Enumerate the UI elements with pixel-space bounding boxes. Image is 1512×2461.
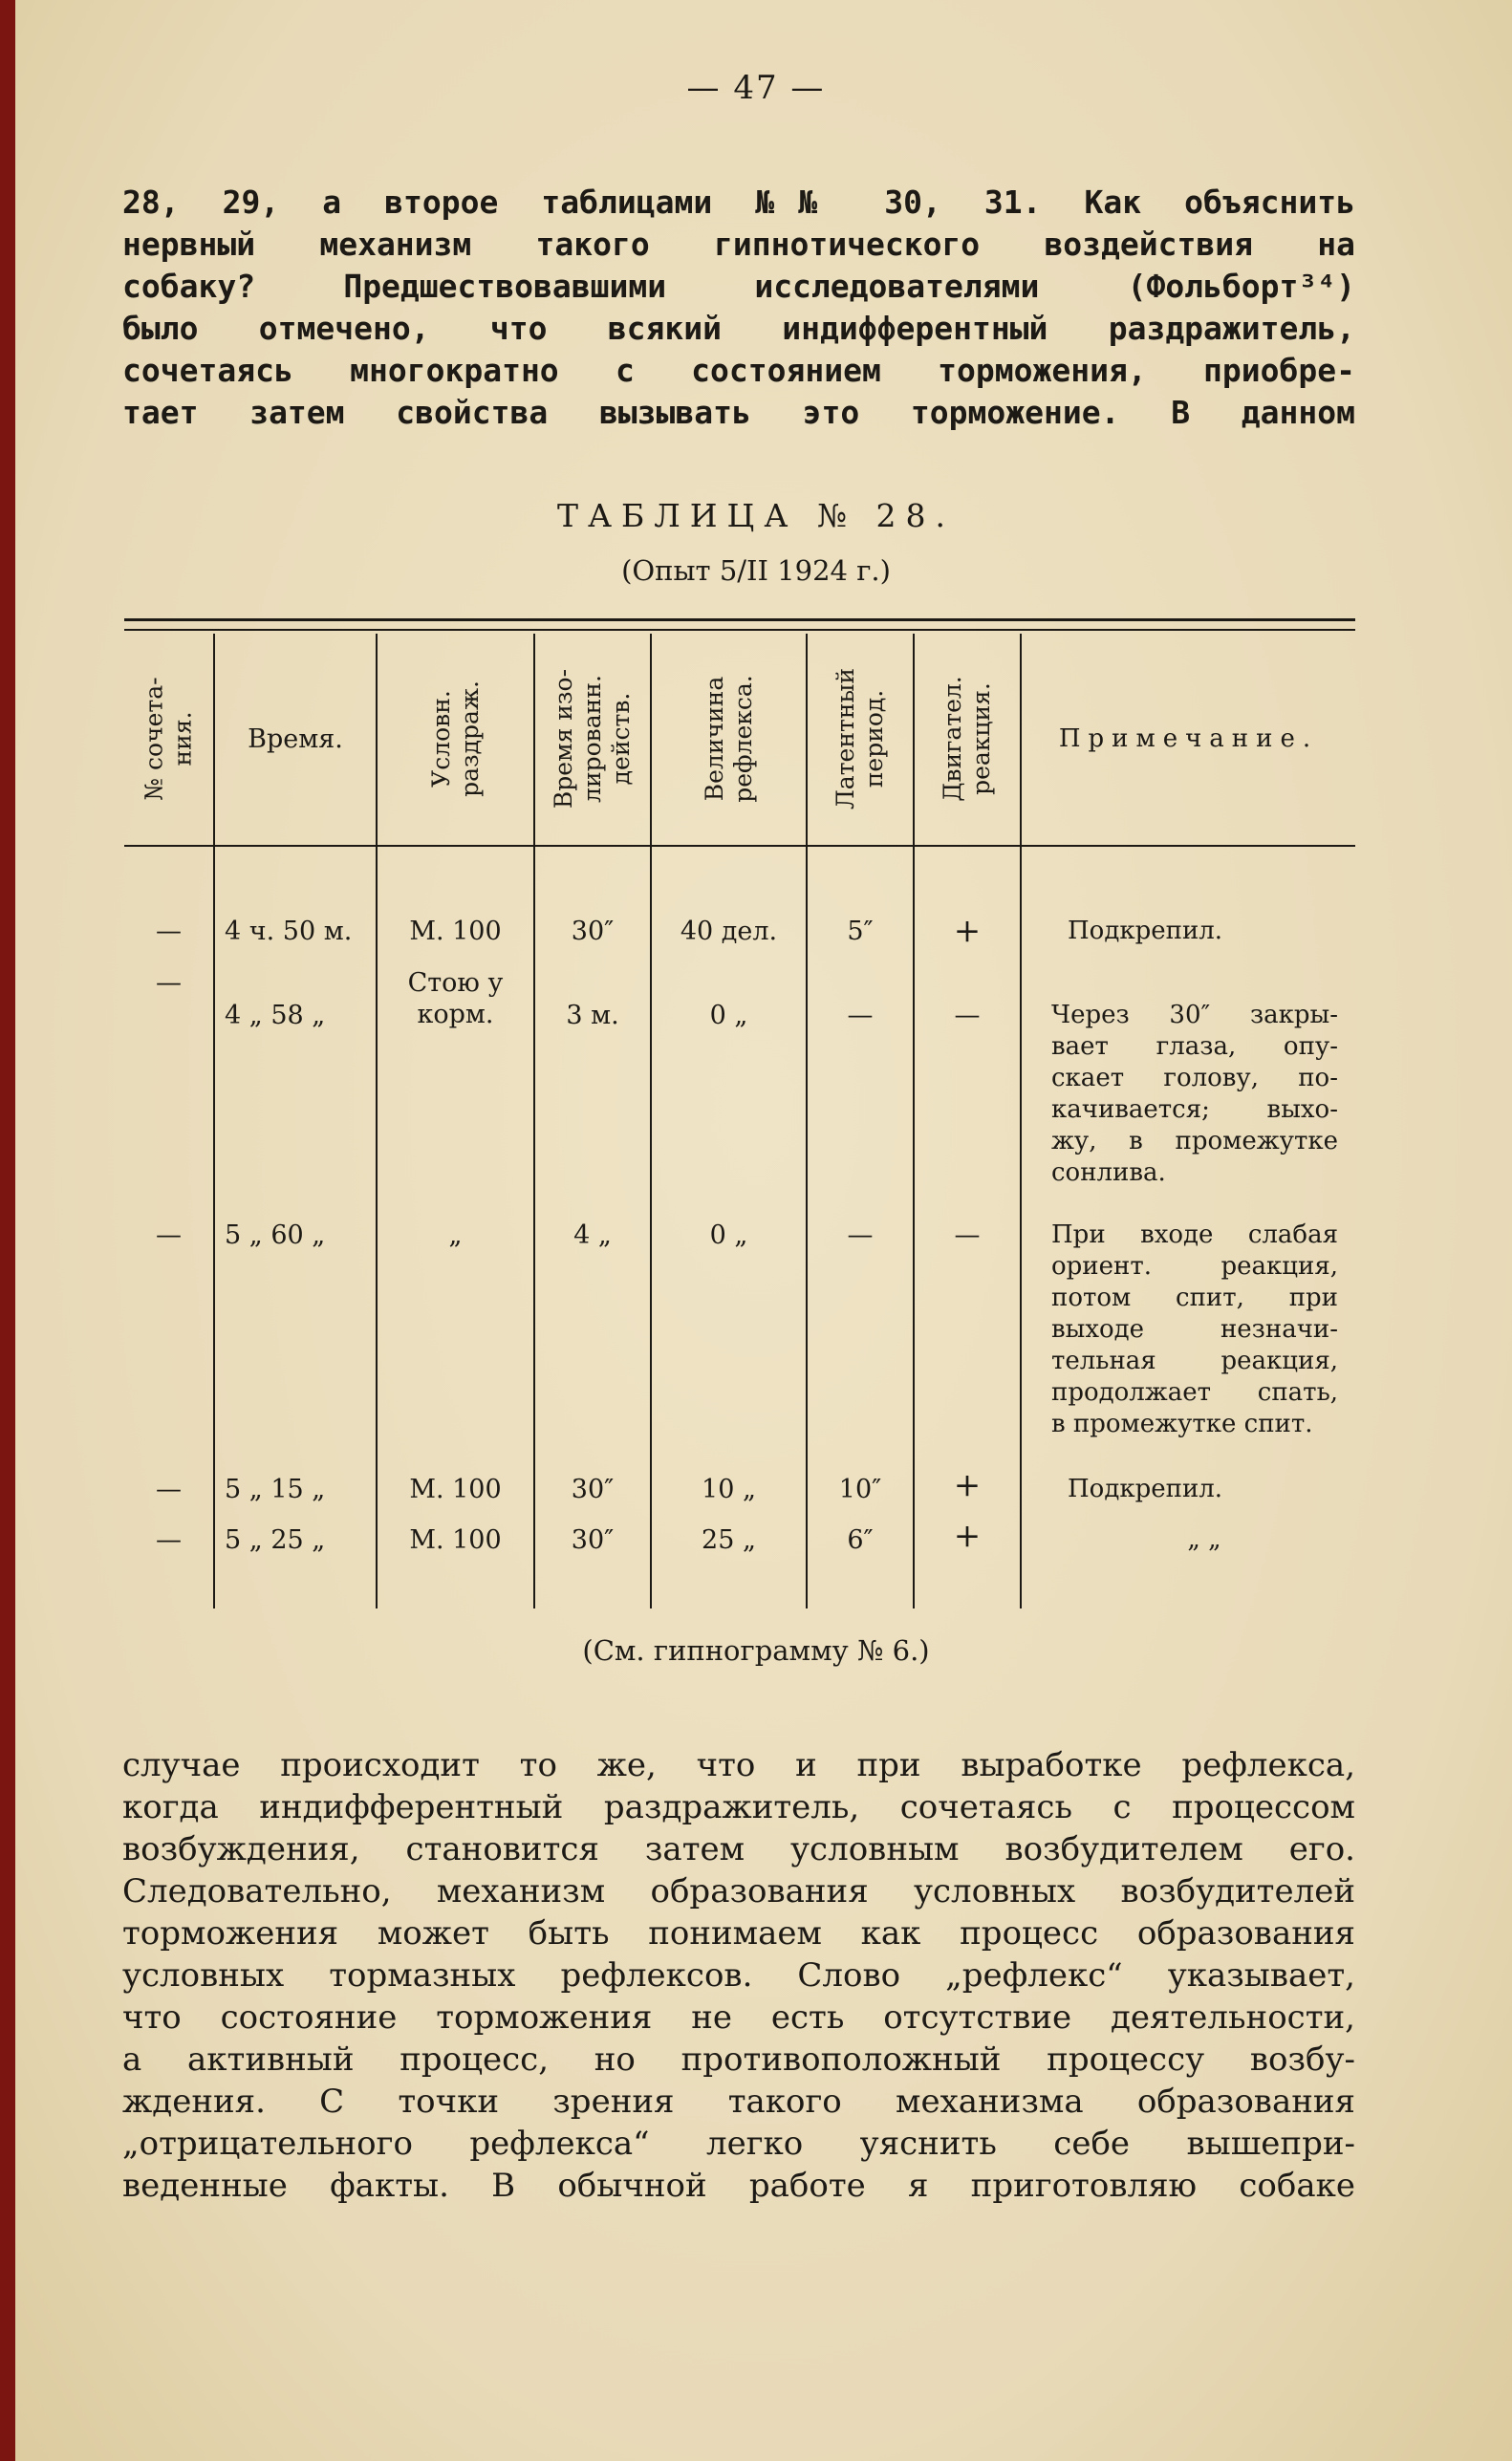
cell-magnitude: 0 „ [709,1220,748,1250]
cell-num: — [156,968,182,998]
note-line: качивается; выхо- [1051,1095,1338,1124]
cell-time: 4 „ 58 „ [225,1001,326,1030]
header-cell-latent [808,636,913,842]
header-note: Примечание. [1058,724,1319,753]
header-cell-motor [915,636,1020,842]
note-line: в промежутке спит. [1051,1410,1313,1438]
text-line: собаку? Предшествовавшими исследователями (Фольборт³⁴) [122,268,1355,305]
text-line: случае происходит то же, что и при выработке рефлекса, [122,1746,1355,1784]
cell-num: — [156,1475,182,1504]
text-line: сочетаясь многократно с состоянием торможения, приобре- [122,352,1355,389]
red-page-edge [0,0,15,2461]
header-motor: Двигател. реакция. [939,676,995,802]
header-isolated-time: Время изо- лированн. действ. [550,668,636,810]
header-cell-time [215,636,376,842]
cell-isolated: 30″ [571,917,615,946]
note-line: потом спит, при [1051,1284,1338,1312]
cell-note [1068,916,1335,947]
cell-note [1051,1220,1338,1440]
note-line: ориент. реакция, [1051,1252,1338,1281]
note-line: Подкрепил. [1068,917,1223,945]
note-line: продолжает спать, [1051,1378,1338,1407]
text-line: когда индифферентный раздражитель, сочетаясь с процессом [122,1788,1355,1826]
cell-isolated: 30″ [571,1475,615,1504]
table-subtitle: (Опыт 5/II 1924 г.) [621,554,891,587]
paragraph-bottom [122,1744,1355,2207]
text-line: торможения может быть понимаем как процесс образования [122,1914,1355,1953]
cell-magnitude: 0 „ [709,1001,748,1030]
cell-motor: + [953,912,982,950]
note-line: Через 30″ закры- [1051,1001,1338,1029]
text-line: ждения. С точки зрения такого механизма образования [122,2083,1355,2121]
note-line: жу, в промежутке [1051,1127,1338,1155]
cell-time: 5 „ 15 „ [225,1475,326,1504]
cell-magnitude: 25 „ [702,1525,756,1555]
cell-magnitude: 40 дел. [680,917,778,946]
header-cell-note [1022,636,1355,842]
cell-time: 4 ч. 50 м. [225,917,353,946]
header-magnitude: Величина рефлекса. [700,675,757,803]
header-stimulus: Условн. раздраж. [426,680,484,797]
cell-isolated: 4 „ [573,1220,612,1250]
cell-isolated: 30″ [571,1525,615,1555]
page-number: — 47 — [686,69,826,107]
paragraph-top [122,182,1355,434]
cell-note [1068,1474,1335,1505]
cell-motor: + [953,1517,982,1555]
cell-stimulus: „ [448,1220,463,1250]
cell-latent: — [847,1220,874,1250]
cell-note [1051,1000,1338,1189]
header-cell-isolated [535,636,650,842]
cell-stimulus: М. 100 [409,917,502,946]
cell-num: — [156,917,182,946]
cell-time: 5 „ 60 „ [225,1220,326,1250]
note-line: выходе незначи- [1051,1315,1338,1344]
text-line: что состояние торможения не есть отсутствие деятельности, [122,1998,1355,2037]
header-cell-magnitude [652,636,806,842]
cell-latent: — [847,1001,874,1030]
note-line: При входе слабая [1051,1220,1338,1249]
text-line: а активный процесс, но противоположный процессу возбу- [122,2040,1355,2079]
cell-motor: — [954,1001,981,1030]
text-line: „отрицательного рефлекса“ легко уяснить себе вышепри- [122,2125,1355,2163]
cell-num: — [156,1220,182,1250]
text-line: веденные факты. В обычной работе я приготовляю собаке [122,2167,1355,2205]
cell-time: 5 „ 25 „ [225,1525,326,1555]
note-line: скает голову, по- [1051,1064,1338,1092]
cell-stimulus: М. 100 [409,1525,502,1555]
table-header-rule [124,845,1355,847]
header-cell-num [124,636,213,842]
header-latent: Латентный период. [832,667,889,810]
note-line: Подкрепил. [1068,1475,1223,1503]
table-top-rule-thin [124,629,1355,631]
cell-motor: + [953,1466,982,1504]
text-line: было отмечено, что всякий индифферентный раздражитель, [122,310,1355,347]
text-line: нервный механизм такого гипнотического воздействия на [122,226,1355,263]
cell-note [1099,1524,1309,1556]
text-line: тает затем свойства вызывать это торможение. В данном [122,394,1355,431]
header-num: № сочета- ния. [140,677,197,801]
text-line: Следовательно, механизм образования условных возбудителей [122,1872,1355,1911]
table-title: ТАБЛИЦА № 28. [556,497,956,534]
cell-latent: 5″ [847,917,874,946]
table-footnote: (См. гипнограмму № 6.) [582,1634,930,1667]
note-ditto: „ „ [1187,1525,1221,1554]
note-line: сонлива. [1051,1158,1166,1187]
cell-stimulus: М. 100 [409,1475,502,1504]
header-cell-stim [378,636,533,842]
cell-stimulus: Стою у корм. [407,968,504,1029]
note-line: вает глаза, опу- [1051,1032,1338,1061]
cell-magnitude: 10 „ [702,1475,756,1504]
cell-motor: — [954,1220,981,1250]
cell-latent: 6″ [847,1525,874,1555]
cell-latent: 10″ [838,1475,882,1504]
text-line: возбуждения, становится затем условным возбудителем его. [122,1830,1355,1868]
header-time: Время. [248,723,343,754]
cell-isolated: 3 м. [566,1001,619,1030]
note-line: тельная реакция, [1051,1347,1338,1375]
table-top-rule [124,618,1355,621]
text-line: условных тормазных рефлексов. Слово „рефлекс“ указывает, [122,1956,1355,1995]
text-line: 28, 29, а второе таблицами №№ 30, 31. Как объяснить [122,183,1355,221]
cell-num: — [156,1525,182,1555]
